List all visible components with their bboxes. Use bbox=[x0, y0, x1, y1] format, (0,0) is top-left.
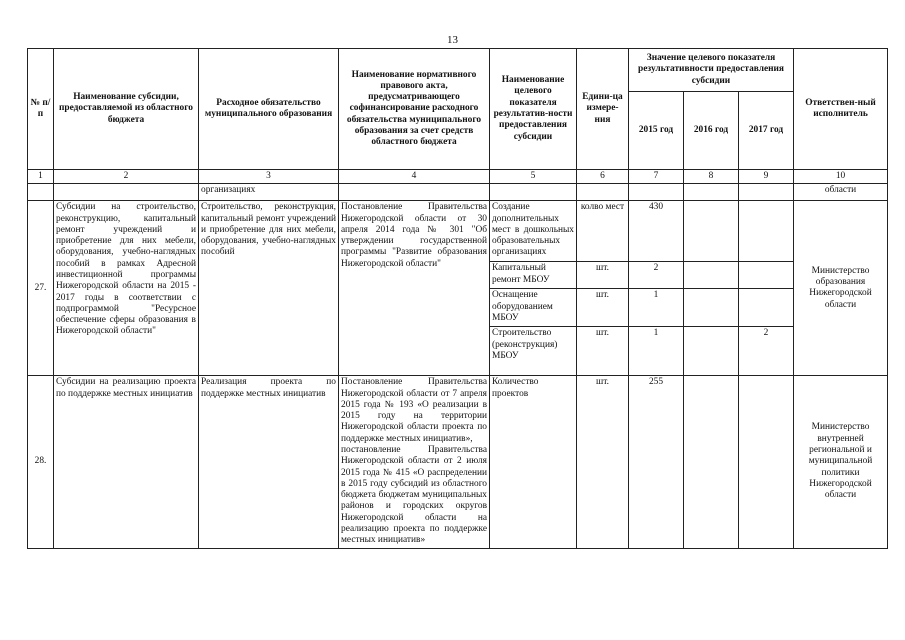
indicator-name: Капитальный ремонт МБОУ bbox=[490, 262, 577, 289]
header-2016: 2016 год bbox=[684, 92, 739, 170]
indicator-name: Строительство (реконструкция) МБОУ bbox=[490, 327, 577, 376]
value-2016 bbox=[684, 201, 739, 262]
legal-act-part-1: Постановление Правительства Нижегородской области от 7 апреля 2015 года № 193 «О реализации в 2015 году на территории Нижегородской области проекта по поддержке местных инициатив», bbox=[341, 377, 487, 444]
subsidy-table bbox=[27, 48, 888, 549]
indicator-name: Количество проектов bbox=[490, 376, 577, 548]
col-number: 4 bbox=[339, 170, 490, 184]
obligation-text: Реализация проекта по поддержке местных инициатив bbox=[199, 376, 339, 548]
col-number: 3 bbox=[199, 170, 339, 184]
executor: Министерство внутренней региональной и муниципальной политики Нижегородской области bbox=[794, 376, 888, 548]
value-2015: 2 bbox=[629, 262, 684, 289]
value-2017 bbox=[739, 376, 794, 548]
subsidy-name: Субсидии на строительство, реконструкцию, капитальный ремонт учреждений и приобретение для них мебели, оборудования, учебно-наглядных пособий в рамках Адресной инвестиционной программы Нижегородской области на 2015 - 2017 годы в соответствии с подпрограммой "Ресурсное обеспечение сферы образования в Нижегородской области" bbox=[54, 201, 199, 376]
value-2017 bbox=[739, 289, 794, 327]
value-2016 bbox=[684, 289, 739, 327]
indicator-unit: шт. bbox=[577, 327, 629, 376]
page-number: 13 bbox=[447, 34, 458, 46]
value-2015: 1 bbox=[629, 327, 684, 376]
col-number: 8 bbox=[684, 170, 739, 184]
continuation-row bbox=[28, 184, 888, 201]
row-number: 27. bbox=[28, 201, 54, 376]
header-executor: Ответствен-ный исполнитель bbox=[794, 49, 888, 170]
value-2017 bbox=[739, 201, 794, 262]
indicator-unit: шт. bbox=[577, 262, 629, 289]
value-2016 bbox=[684, 262, 739, 289]
col-number: 6 bbox=[577, 170, 629, 184]
header-indicator: Наименование целевого показателя результатив-ности предоставления субсидии bbox=[490, 49, 577, 170]
header-act: Наименование нормативного правового акта, предусматривающего софинансирование расходного обязательства муниципального образования за счет средств областного бюджета bbox=[339, 49, 490, 170]
header-2017: 2017 год bbox=[739, 92, 794, 170]
row-number: 28. bbox=[28, 376, 54, 548]
header-no: № п/п bbox=[28, 49, 54, 170]
legal-act bbox=[339, 376, 490, 548]
value-2015: 255 bbox=[629, 376, 684, 548]
col-number: 10 bbox=[794, 170, 888, 184]
executor: Министерство образования Нижегородской области bbox=[794, 201, 888, 376]
col-number: 7 bbox=[629, 170, 684, 184]
legal-act-part-2: постановление Правительства Нижегородской области от 2 июля 2015 года № 415 «О распределении в 2015 году субсидий из областного бюджета бюджетам муниципальных районов и городских округов Нижегородской области на реализацию проекта по поддержке местных инициатив» bbox=[341, 444, 487, 546]
table-row bbox=[28, 376, 888, 548]
header-subsidy: Наименование субсидии, предоставляемой из областного бюджета bbox=[54, 49, 199, 170]
indicator-name: Оснащение оборудованием МБОУ bbox=[490, 289, 577, 327]
header-value-group: Значение целевого показателя результативности предоставления субсидии bbox=[629, 49, 794, 92]
col-number: 9 bbox=[739, 170, 794, 184]
value-2015: 430 bbox=[629, 201, 684, 262]
col-number: 1 bbox=[28, 170, 54, 184]
subsidy-name: Субсидии на реализацию проекта по поддержке местных инициатив bbox=[54, 376, 199, 548]
value-2017 bbox=[739, 262, 794, 289]
header-unit: Едини-ца измере-ния bbox=[577, 49, 629, 170]
continuation-executor: области bbox=[794, 184, 888, 201]
value-2016 bbox=[684, 327, 739, 376]
col-number: 2 bbox=[54, 170, 199, 184]
legal-act: Постановление Правительства Нижегородской области от 30 апреля 2014 года № 301 "Об утверждении государственной программы "Развитие образования Нижегородской области" bbox=[339, 201, 490, 376]
table-row bbox=[28, 201, 888, 262]
col-number: 5 bbox=[490, 170, 577, 184]
header-2015: 2015 год bbox=[629, 92, 684, 170]
value-2017: 2 bbox=[739, 327, 794, 376]
continuation-obligation: организациях bbox=[199, 184, 339, 201]
indicator-name: Создание дополнительных мест в дошкольных образовательных организациях bbox=[490, 201, 577, 262]
indicator-unit: шт. bbox=[577, 289, 629, 327]
header-row-1 bbox=[28, 49, 888, 92]
header-obligation: Расходное обязательство муниципального образования bbox=[199, 49, 339, 170]
column-numbers-row bbox=[28, 170, 888, 184]
value-2016 bbox=[684, 376, 739, 548]
indicator-unit: шт. bbox=[577, 376, 629, 548]
indicator-unit: колво мест bbox=[577, 201, 629, 262]
obligation-text: Строительство, реконструкция, капитальный ремонт учреждений и приобретение для них мебели, оборудования, учебно-наглядных пособий bbox=[199, 201, 339, 376]
value-2015: 1 bbox=[629, 289, 684, 327]
